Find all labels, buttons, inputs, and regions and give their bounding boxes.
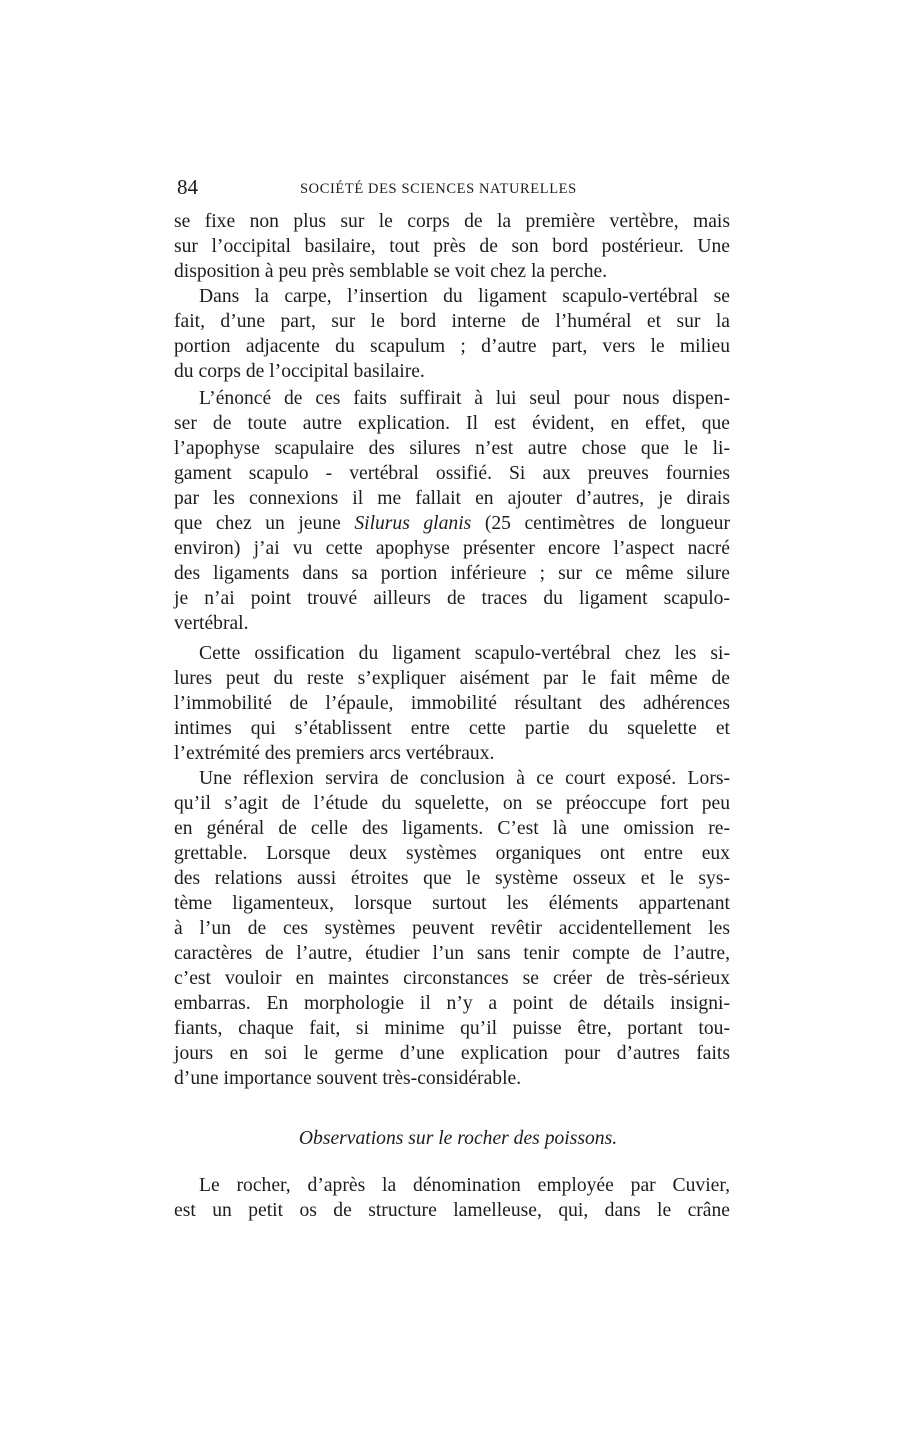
text-line: des relations aussi étroites que le système osseux et le sys- bbox=[174, 868, 730, 889]
text-line: c’est vouloir en maintes circonstances se créer de très-sérieux bbox=[174, 968, 730, 989]
text-line: embarras. En morphologie il n’y a point de détails insigni- bbox=[174, 993, 730, 1014]
text-line: des ligaments dans sa portion inférieure ; sur ce même silure bbox=[174, 563, 730, 584]
text-line: caractères de l’autre, étudier l’un sans tenir compte de l’autre, bbox=[174, 943, 730, 964]
text-line: L’énoncé de ces faits suffirait à lui seul pour nous dispen- bbox=[199, 388, 730, 409]
text-line: d’une importance souvent très-considérable. bbox=[174, 1068, 522, 1089]
text-line: en général de celle des ligaments. C’est là une omission re- bbox=[174, 818, 730, 839]
text-line: qu’il s’agit de l’étude du squelette, on se préoccupe fort peu bbox=[174, 793, 730, 814]
text-line: Une réflexion servira de conclusion à ce court exposé. Lors- bbox=[199, 768, 730, 789]
text-line: lures peut du reste s’expliquer aisément par le fait même de bbox=[174, 668, 730, 689]
text-segment: que chez un jeune bbox=[174, 513, 355, 534]
text-line: Dans la carpe, l’insertion du ligament scapulo-vertébral se bbox=[199, 286, 730, 307]
text-line: Le rocher, d’après la dénomination employée par Cuvier, bbox=[199, 1175, 730, 1196]
text-line: sur l’occipital basilaire, tout près de son bord postérieur. Une bbox=[174, 236, 730, 257]
text-line: intimes qui s’établissent entre cette partie du squelette et bbox=[174, 718, 730, 739]
text-line: se fixe non plus sur le corps de la première vertèbre, mais bbox=[174, 211, 730, 232]
text-line: disposition à peu près semblable se voit chez la perche. bbox=[174, 261, 608, 282]
text-line: fiants, chaque fait, si minime qu’il puisse être, portant tou- bbox=[174, 1018, 730, 1039]
text-line: l’apophyse scapulaire des silures n’est autre chose que le li- bbox=[174, 438, 730, 459]
text-line: tème ligamenteux, lorsque surtout les éléments appartenant bbox=[174, 893, 730, 914]
text-line: fait, d’une part, sur le bord interne de l’huméral et sur la bbox=[174, 311, 730, 332]
text-line: ser de toute autre explication. Il est évident, en effet, que bbox=[174, 413, 730, 434]
section-title: Observations sur le rocher des poissons. bbox=[298, 1128, 618, 1149]
running-head: SOCIÉTÉ DES SCIENCES NATURELLES bbox=[300, 181, 577, 197]
text-line: l’extrémité des premiers arcs vertébraux. bbox=[174, 743, 495, 764]
text-line bbox=[174, 512, 730, 537]
text-line: jours en soi le germe d’une explication pour d’autres faits bbox=[174, 1043, 730, 1064]
text-line: portion adjacente du scapulum ; d’autre part, vers le milieu bbox=[174, 336, 730, 357]
text-line: grettable. Lorsque deux systèmes organiques ont entre eux bbox=[174, 843, 730, 864]
text-line: vertébral. bbox=[174, 613, 249, 634]
text-line: environ) j’ai vu cette apophyse présenter encore l’aspect nacré bbox=[174, 538, 730, 559]
page-header bbox=[172, 172, 732, 202]
text-line: gament scapulo - vertébral ossifié. Si aux preuves fournies bbox=[174, 463, 730, 484]
text-line: l’immobilité de l’épaule, immobilité résultant des adhérences bbox=[174, 693, 730, 714]
text-line: par les connexions il me fallait en ajouter d’autres, je dirais bbox=[174, 488, 730, 509]
text-line: est un petit os de structure lamelleuse, qui, dans le crâne bbox=[174, 1200, 730, 1221]
species-name: Silurus glanis bbox=[354, 513, 472, 534]
text-segment: (25 centimètres de longueur bbox=[471, 513, 730, 534]
text-line: du corps de l’occipital basilaire. bbox=[174, 361, 425, 382]
page-number: 84 bbox=[177, 175, 198, 199]
text-line: Cette ossification du ligament scapulo-vertébral chez les si- bbox=[199, 643, 730, 664]
text-line: à l’un de ces systèmes peuvent revêtir accidentellement les bbox=[174, 918, 730, 939]
text-line: je n’ai point trouvé ailleurs de traces du ligament scapulo- bbox=[174, 588, 730, 609]
